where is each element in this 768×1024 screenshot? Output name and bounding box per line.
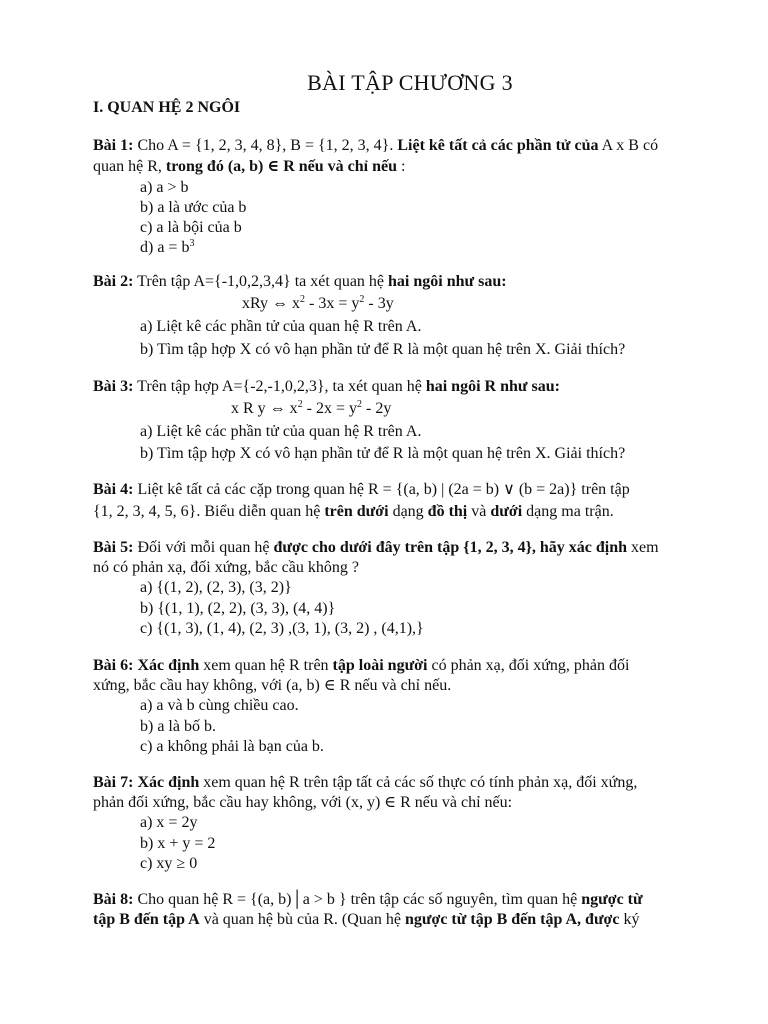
bai1-text: quan hệ R, (93, 158, 166, 175)
formula-part: - 2y (362, 400, 392, 417)
bai3-text: Trên tập hợp A={-2,-1,0,2,3}, ta xét quan hệ (133, 378, 426, 395)
bai7-label: Bài 7: (93, 774, 134, 791)
bai6-item-a: a) a và b cùng chiều cao. (140, 697, 299, 714)
bai3-label: Bài 3: (93, 378, 134, 395)
bai6-item-c: c) a không phải là bạn của b. (140, 738, 324, 755)
bai4-text-bold: dưới (490, 503, 523, 520)
superscript: 2 (359, 294, 365, 305)
bai2-formula (242, 294, 394, 314)
bai2-line1 (93, 272, 507, 292)
bai1-text: A x B có (598, 137, 659, 154)
bai8-text: Cho quan hệ R = {(a, b)│a > b } trên tập các số nguyên, tìm quan hệ (133, 891, 582, 908)
bai4-text: dạng (388, 503, 428, 520)
bai4-text-bold: đồ thị (427, 503, 468, 520)
bai6-text: có phản xạ, đối xứng, phản đối (427, 657, 630, 674)
bai7-item-b: b) x + y = 2 (140, 835, 216, 852)
formula-part: x R y ⇔ x (231, 400, 298, 417)
bai5-text-bold: được cho dưới đây trên tập {1, 2, 3, 4}, hãy xác định (273, 539, 628, 556)
bai1-text: Cho A = {1, 2, 3, 4, 8}, B = {1, 2, 3, 4}. (133, 137, 398, 154)
bai8-text-bold: tập B đến tập A (93, 911, 200, 928)
bai8-label: Bài 8: (93, 891, 134, 908)
bai2-item-a: a) Liệt kê các phần tử của quan hệ R trên A. (140, 318, 422, 335)
bai1-item-d (140, 238, 194, 258)
bai6-line1 (93, 656, 629, 676)
bai3-text-bold: hai ngôi R như sau: (425, 378, 560, 395)
superscript: 2 (300, 294, 306, 305)
bai8-line1 (93, 890, 643, 910)
bai6-line2: xứng, bắc cầu hay không, với (a, b) ∈ R nếu và chỉ nếu. (93, 677, 452, 694)
bai2-item-b: b) Tìm tập hợp X có vô hạn phần tử để R là một quan hệ trên X. Giải thích? (140, 341, 626, 358)
bai4-line2 (93, 502, 614, 522)
bai4-text-bold: trên dưới (324, 503, 389, 520)
bai7-item-a: a) x = 2y (140, 814, 198, 831)
bai7-line2: phản đối xứng, bắc cầu hay không, với (x, y) ∈ R nếu và chỉ nếu: (93, 794, 513, 811)
bai6-text: xem quan hệ R trên (199, 657, 333, 674)
bai7-text-bold: Xác định (133, 774, 200, 791)
bai1-text-bold: Liệt kê tất cả các phần tử của (397, 137, 599, 154)
bai7-text: xem quan hệ R trên tập tất cả các số thực có tính phản xạ, đối xứng, (199, 774, 638, 791)
bai4-line1 (93, 480, 630, 500)
formula-part: - 2x = y (302, 400, 358, 417)
superscript: 2 (297, 399, 303, 410)
bai1-text: : (397, 158, 406, 175)
bai4-label: Bài 4: (93, 481, 134, 498)
bai1-item-d-text: d) a = b (140, 239, 190, 256)
bai2-text-bold: hai ngôi như sau: (388, 273, 507, 290)
bai4-text: Liệt kê tất cả các cặp trong quan hệ R = {(a, b) | (2a = b) ∨ (b = 2a)} trên tập (133, 481, 630, 498)
bai8-text: ký (619, 911, 640, 928)
superscript: 3 (189, 238, 195, 249)
bai1-label: Bài 1: (93, 137, 134, 154)
bai4-text: {1, 2, 3, 4, 5, 6}. Biểu diễn quan hệ (93, 503, 325, 520)
bai5-line2: nó có phản xạ, đối xứng, bắc cầu không ? (93, 559, 359, 576)
bai5-text: Đối với mỗi quan hệ (133, 539, 274, 556)
bai1-line1 (93, 136, 658, 156)
formula-part: xRy ⇔ x (242, 295, 301, 312)
bai5-item-b: b) {(1, 1), (2, 2), (3, 3), (4, 4)} (140, 600, 336, 617)
bai8-line2 (93, 910, 640, 930)
bai7-line1 (93, 773, 637, 793)
bai8-text-bold: ngược từ (581, 891, 643, 908)
bai6-item-b: b) a là bố b. (140, 718, 216, 735)
section-heading: I. QUAN HỆ 2 NGÔI (93, 99, 241, 116)
bai3-item-a: a) Liệt kê các phần tử của quan hệ R trên A. (140, 423, 422, 440)
bai1-item-c: c) a là bội của b (140, 219, 242, 236)
bai8-text: và quan hệ bù của R. (Quan hệ (199, 911, 405, 928)
bai2-text: Trên tập A={-1,0,2,3,4} ta xét quan hệ (133, 273, 389, 290)
bai5-line1 (93, 538, 659, 558)
bai7-item-c: c) xy ≥ 0 (140, 855, 198, 872)
bai6-text-bold: Xác định (133, 657, 200, 674)
bai3-formula (231, 399, 391, 419)
bai8-text-bold: ngược từ tập B đến tập A, được (404, 911, 620, 928)
bai1-text-bold: trong đó (a, b) ∈ R nếu và chỉ nếu (165, 158, 398, 175)
formula-part: - 3x = y (305, 295, 360, 312)
bai3-line1 (93, 377, 560, 397)
bai5-text: xem (627, 539, 659, 556)
bai3-item-b: b) Tìm tập hợp X có vô hạn phần tử để R là một quan hệ trên X. Giải thích? (140, 445, 626, 462)
bai4-text: và (467, 503, 491, 520)
bai1-item-b: b) a là ước của b (140, 199, 247, 216)
bai4-text: dạng ma trận. (522, 503, 614, 520)
bai5-label: Bài 5: (93, 539, 134, 556)
superscript: 2 (357, 399, 363, 410)
page-title: BÀI TẬP CHƯƠNG 3 (307, 70, 513, 95)
bai1-line2 (93, 157, 405, 177)
bai6-label: Bài 6: (93, 657, 134, 674)
bai6-text-bold: tập loài người (332, 657, 428, 674)
bai1-item-a: a) a > b (140, 179, 189, 196)
bai5-item-a: a) {(1, 2), (2, 3), (3, 2)} (140, 579, 292, 596)
formula-part: - 3y (364, 295, 394, 312)
bai5-item-c: c) {(1, 3), (1, 4), (2, 3) ,(3, 1), (3, 2) , (4,1),} (140, 620, 424, 637)
bai2-label: Bài 2: (93, 273, 134, 290)
